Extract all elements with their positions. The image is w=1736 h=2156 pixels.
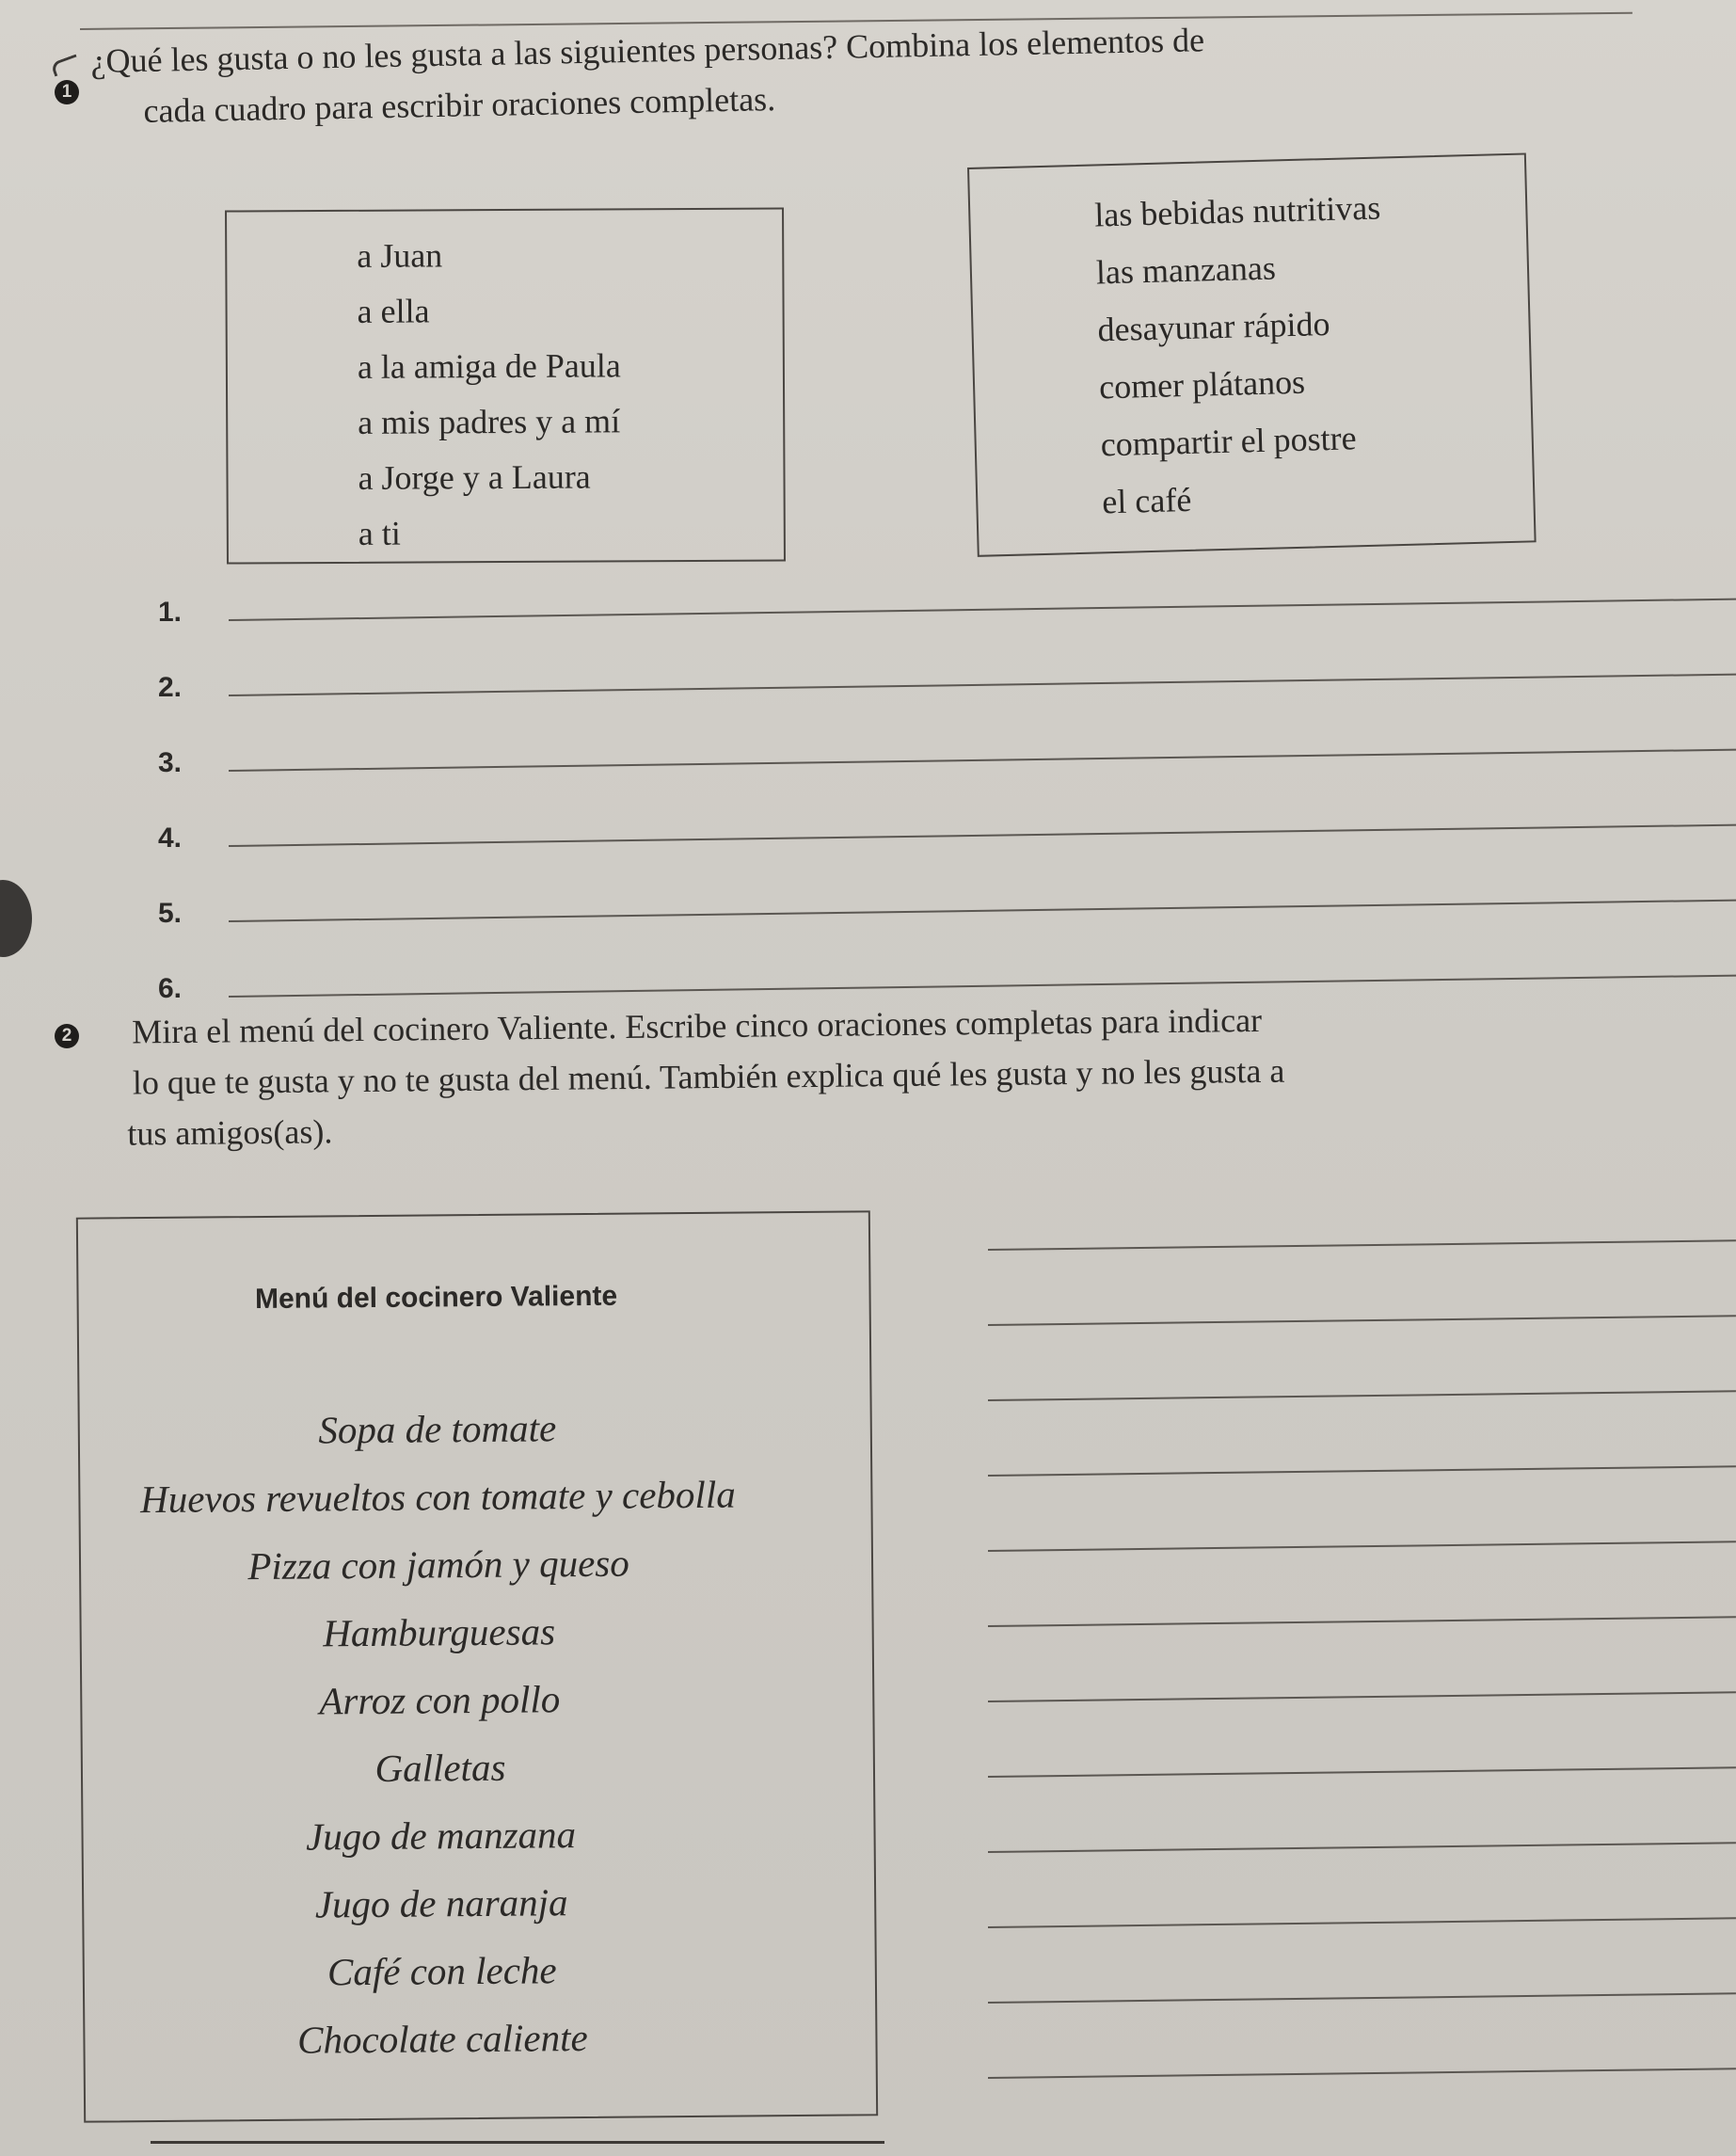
menu-title: Menú del cocinero Valiente (254, 1280, 618, 1316)
answer-line[interactable] (988, 1315, 1736, 1326)
object-item: compartir el postre (1100, 419, 1358, 464)
answer-line[interactable] (988, 1842, 1736, 1853)
answer-number: 3. (158, 747, 183, 778)
answer-line[interactable] (988, 1691, 1736, 1702)
menu-box (76, 1210, 878, 2122)
exercise-2-number: 2 (55, 1024, 79, 1048)
object-item: comer plátanos (1098, 362, 1306, 407)
objects-box (967, 152, 1537, 556)
object-item: las bebidas nutritivas (1093, 188, 1381, 234)
object-item: el café (1101, 480, 1192, 521)
pencil-mark (50, 54, 80, 76)
subjects-box (225, 207, 786, 564)
binder-hole (0, 880, 32, 957)
answer-line[interactable] (229, 673, 1736, 696)
answer-line[interactable] (229, 823, 1736, 847)
menu-item: Hamburguesas (323, 1609, 556, 1655)
answer-row (988, 1209, 1736, 1285)
exercise-2-instruction-line-2: lo que te gusta y no te gusta del menú. También explica qué les gusta y no les gusta a (132, 1051, 1285, 1102)
object-item: desayunar rápido (1097, 304, 1330, 349)
exercise-2-instruction-line-1: Mira el menú del cocinero Valiente. Escribe cinco oraciones completas para indicar (132, 1000, 1263, 1051)
answer-line[interactable] (229, 748, 1736, 772)
answer-row (158, 565, 1736, 640)
answer-row (988, 1736, 1736, 1812)
exercise-1-instruction-line-1: ¿Qué les gusta o no les gusta a las siguientes personas? Combina los elementos de (90, 21, 1205, 80)
exercise-1-instruction-line-2: cada cuadro para escribir oraciones completas. (143, 80, 776, 130)
answer-number: 2. (158, 672, 183, 703)
subject-item: a ti (358, 514, 401, 552)
answer-line[interactable] (988, 2068, 1736, 2079)
menu-item: Sopa de tomate (318, 1406, 557, 1452)
exercise-2-instruction-line-3: tus amigos(as). (127, 1112, 333, 1153)
menu-item: Galletas (374, 1745, 506, 1790)
answer-row (988, 1285, 1736, 1360)
answer-line[interactable] (988, 1992, 1736, 2004)
answer-row (988, 1661, 1736, 1736)
answer-line[interactable] (988, 1465, 1736, 1477)
answer-line[interactable] (988, 1390, 1736, 1401)
answer-line[interactable] (988, 1766, 1736, 1778)
exercise-2-answer-lines (988, 1209, 1736, 2113)
answer-row (988, 1360, 1736, 1435)
menu-item: Jugo de naranja (314, 1880, 568, 1926)
subject-item: a la amiga de Paula (357, 346, 621, 386)
exercise-2-instructions (90, 991, 1635, 1159)
answer-row (988, 1435, 1736, 1510)
answer-number: 1. (158, 597, 183, 628)
answer-row (988, 1962, 1736, 2037)
answer-line[interactable] (229, 899, 1736, 922)
answer-line[interactable] (988, 1239, 1736, 1251)
answer-row (988, 2037, 1736, 2113)
answer-line[interactable] (988, 1541, 1736, 1552)
answer-number: 6. (158, 973, 183, 1004)
answer-row (158, 866, 1736, 941)
answer-row (988, 1887, 1736, 1962)
menu-item: Huevos revueltos con tomate y cebolla (139, 1472, 736, 1522)
answer-row (988, 1510, 1736, 1586)
bottom-divider (151, 2141, 884, 2144)
menu-list (79, 1392, 800, 2076)
menu-item: Pizza con jamón y queso (247, 1541, 629, 1589)
answer-row (158, 791, 1736, 866)
answer-row (158, 715, 1736, 791)
menu-item: Arroz con pollo (319, 1677, 561, 1723)
answer-line[interactable] (229, 598, 1736, 621)
subject-item: a ella (357, 292, 430, 330)
answer-number: 5. (158, 898, 183, 929)
exercise-1-number: 1 (55, 80, 79, 104)
answer-line[interactable] (988, 1616, 1736, 1627)
subject-item: a mis padres y a mí (358, 402, 621, 441)
subjects-list (357, 227, 622, 561)
menu-item: Café con leche (326, 1948, 557, 1994)
objects-list (1094, 180, 1389, 532)
answer-row (988, 1586, 1736, 1661)
subject-item: a Jorge y a Laura (358, 457, 591, 497)
answer-number: 4. (158, 822, 183, 854)
menu-item: Jugo de manzana (305, 1813, 577, 1859)
subject-item: a Juan (357, 236, 443, 275)
object-item: las manzanas (1095, 248, 1277, 292)
answer-line[interactable] (988, 1917, 1736, 1928)
answer-row (158, 640, 1736, 715)
answer-row (988, 1812, 1736, 1887)
exercise-1-answer-lines (158, 565, 1736, 1016)
menu-item: Chocolate caliente (296, 2015, 588, 2062)
